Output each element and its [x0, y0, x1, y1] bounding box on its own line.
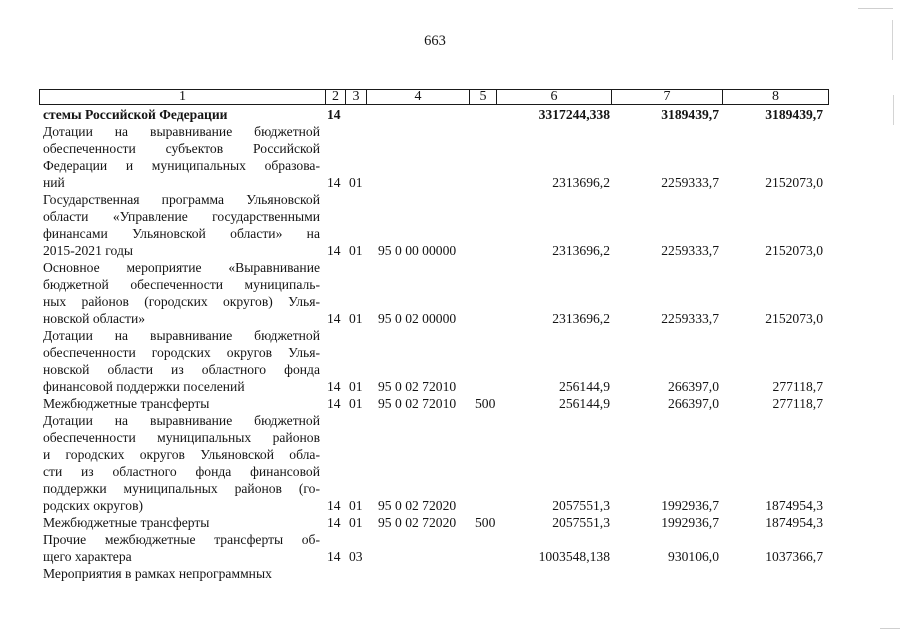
header-col-5: 5: [470, 90, 497, 105]
target-article-code: 95 0 02 00000: [378, 311, 457, 326]
row-name-line: финансовой поддержки поселений: [43, 379, 245, 394]
row-name-line: ных районов (городских округов) Улья-: [43, 294, 320, 309]
row-name-line: Дотации на выравнивание бюджетной: [43, 124, 320, 139]
row-name-line: новской области»: [43, 311, 146, 326]
subsection-code: 03: [349, 549, 363, 564]
section-code: 14: [327, 549, 341, 564]
expense-type-code: 500: [475, 396, 496, 411]
scan-mark: [893, 95, 894, 125]
table-row: [0, 123, 905, 191]
target-article-code: 95 0 02 72020: [378, 498, 457, 513]
row-name-line: Основное мероприятие «Выравнивание: [43, 260, 320, 275]
amount-year-2: 1992936,7: [661, 515, 719, 530]
table-row: [0, 531, 905, 565]
amount-year-3: 3189439,7: [765, 107, 823, 122]
amount-year-1: 2313696,2: [552, 243, 610, 258]
amount-year-3: 2152073,0: [765, 175, 823, 190]
subsection-code: 01: [349, 515, 363, 530]
scan-mark: [880, 628, 900, 629]
amount-year-2: 266397,0: [668, 396, 719, 411]
row-name-line: области «Управление государственными: [43, 209, 320, 224]
amount-year-2: 1992936,7: [661, 498, 719, 513]
row-name-line: поддержки муниципальных районов (го-: [43, 481, 320, 496]
scan-mark: [858, 8, 893, 9]
subsection-code: 01: [349, 396, 363, 411]
amount-year-2: 930106,0: [668, 549, 719, 564]
row-name-line: бюджетной обеспеченности муниципаль-: [43, 277, 320, 292]
amount-year-3: 1874954,3: [765, 515, 823, 530]
row-name-line: Государственная программа Ульяновской: [43, 192, 320, 207]
scan-mark: [892, 20, 893, 60]
section-code: 14: [327, 243, 341, 258]
amount-year-1: 2057551,3: [552, 515, 610, 530]
amount-year-1: 3317244,338: [538, 107, 610, 122]
section-code: 14: [327, 515, 341, 530]
header-col-3: 3: [346, 90, 367, 105]
table-header: [39, 89, 829, 105]
amount-year-1: 2057551,3: [552, 498, 610, 513]
subsection-code: 01: [349, 175, 363, 190]
row-name-line: и городских округов Ульяновской обла-: [43, 447, 320, 462]
header-col-1: 1: [40, 90, 326, 105]
expense-type-code: 500: [475, 515, 496, 530]
section-code: 14: [327, 396, 341, 411]
row-name-line: обеспеченности субъектов Российской: [43, 141, 320, 156]
row-name-line: 2015-2021 годы: [43, 243, 133, 258]
row-name-line: Прочие межбюджетные трансферты об-: [43, 532, 320, 547]
amount-year-1: 256144,9: [559, 396, 610, 411]
row-name-line: ний: [43, 175, 65, 190]
row-name-line: родских округов): [43, 498, 144, 513]
amount-year-1: 256144,9: [559, 379, 610, 394]
table-row: [0, 395, 905, 412]
row-name-line: Федерации и муниципальных образова-: [43, 158, 320, 173]
amount-year-1: 2313696,2: [552, 311, 610, 326]
subsection-code: 01: [349, 379, 363, 394]
section-code: 14: [327, 311, 341, 326]
section-code: 14: [327, 107, 341, 122]
table-row: [0, 327, 905, 395]
section-code: 14: [327, 379, 341, 394]
target-article-code: 95 0 02 72010: [378, 396, 457, 411]
row-name-line: Мероприятия в рамках непрограммных: [43, 566, 272, 581]
target-article-code: 95 0 02 72010: [378, 379, 457, 394]
row-name-line: новской области из областного фонда: [43, 362, 320, 377]
target-article-code: 95 0 00 00000: [378, 243, 457, 258]
header-col-8: 8: [723, 90, 829, 105]
subsection-code: 01: [349, 498, 363, 513]
amount-year-2: 2259333,7: [661, 175, 719, 190]
table-row: [0, 565, 905, 582]
amount-year-1: 1003548,138: [538, 549, 610, 564]
row-name-line: Дотации на выравнивание бюджетной: [43, 413, 320, 428]
amount-year-3: 2152073,0: [765, 243, 823, 258]
table-row: [0, 191, 905, 259]
section-code: 14: [327, 498, 341, 513]
table-row: [0, 412, 905, 514]
row-name-line: обеспеченности городских округов Улья-: [43, 345, 320, 360]
subsection-code: 01: [349, 311, 363, 326]
header-col-7: 7: [612, 90, 723, 105]
amount-year-3: 277118,7: [772, 379, 823, 394]
row-name-line: обеспеченности муниципальных районов: [43, 430, 320, 445]
table-row: [0, 259, 905, 327]
amount-year-3: 1874954,3: [765, 498, 823, 513]
target-article-code: 95 0 02 72020: [378, 515, 457, 530]
row-name-line: Межбюджетные трансферты: [43, 515, 210, 530]
amount-year-3: 277118,7: [772, 396, 823, 411]
table-row: [0, 106, 905, 123]
row-name-line: Межбюджетные трансферты: [43, 396, 210, 411]
amount-year-2: 2259333,7: [661, 311, 719, 326]
page-number: 663: [424, 33, 446, 49]
table-row: [0, 514, 905, 531]
header-col-4: 4: [367, 90, 470, 105]
row-name-line: стемы Российской Федерации: [43, 107, 228, 122]
row-name-line: щего характера: [43, 549, 132, 564]
amount-year-3: 2152073,0: [765, 311, 823, 326]
subsection-code: 01: [349, 243, 363, 258]
amount-year-3: 1037366,7: [765, 549, 823, 564]
section-code: 14: [327, 175, 341, 190]
header-col-6: 6: [497, 90, 612, 105]
row-name-line: сти из областного фонда финансовой: [43, 464, 320, 479]
amount-year-1: 2313696,2: [552, 175, 610, 190]
amount-year-2: 266397,0: [668, 379, 719, 394]
amount-year-2: 3189439,7: [661, 107, 719, 122]
row-name-line: Дотации на выравнивание бюджетной: [43, 328, 320, 343]
header-col-2: 2: [326, 90, 346, 105]
amount-year-2: 2259333,7: [661, 243, 719, 258]
row-name-line: финансами Ульяновской области» на: [43, 226, 320, 241]
